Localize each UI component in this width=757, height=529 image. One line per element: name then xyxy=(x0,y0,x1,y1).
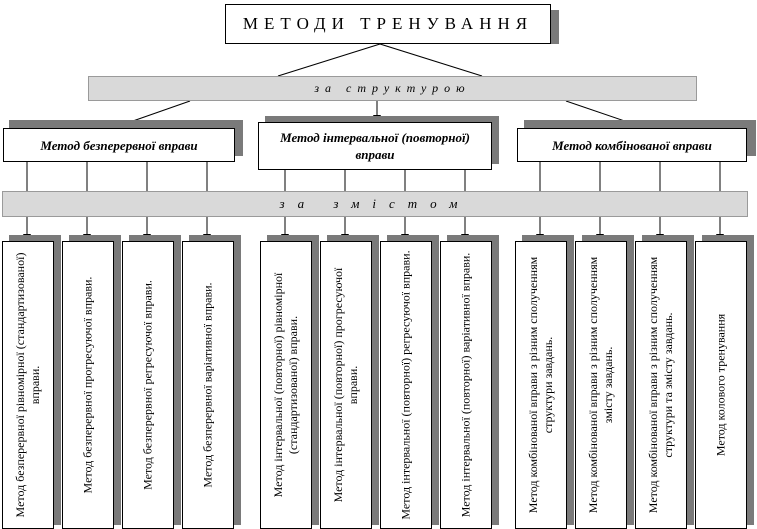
leaf-label: Метод безперервної регресуючої вправи. xyxy=(140,280,155,490)
leaf-label: Метод колового тренування xyxy=(713,313,728,457)
leaf-label: Метод інтервальної (повторної) прогресуючої вправи. xyxy=(331,267,360,503)
leaf-label: Метод комбінованої вправи з різним сполученням змісту завдань. xyxy=(586,256,615,514)
method-interval: Метод інтервальної (повторної) вправи xyxy=(258,122,492,170)
leaf-interval-progressive xyxy=(320,241,372,529)
leaf-continuous-regressive xyxy=(122,241,174,529)
method-combined: Метод комбінованої вправи xyxy=(517,128,747,162)
leaf-label: Метод комбінованої вправи з різним сполученням структури завдань. xyxy=(526,256,555,514)
leaf-circuit-training xyxy=(695,241,747,529)
structure-band xyxy=(88,76,697,101)
leaf-continuous-progressive xyxy=(62,241,114,529)
leaf-combined-content xyxy=(575,241,627,529)
method-continuous: Метод безперервної вправи xyxy=(3,128,235,162)
content-band xyxy=(2,191,748,217)
leaf-interval-variative xyxy=(440,241,492,529)
leaf-label: Метод комбінованої вправи з різним сполученням структури та змісту завдань. xyxy=(646,256,675,514)
leaf-combined-structure xyxy=(515,241,567,529)
leaf-combined-structure-content xyxy=(635,241,687,529)
leaf-label: Метод інтервальної (повторної) рівномірної (стандартизованої) вправи. xyxy=(271,272,300,498)
leaf-label: Метод безперервної прогресуючої вправи. xyxy=(80,276,95,494)
leaf-label: Метод безперервної рівномірної (стандартизованої) вправи. xyxy=(13,252,42,518)
leaf-label: Метод інтервальної (повторної) регресуючої вправи. xyxy=(398,250,413,520)
leaf-continuous-variative xyxy=(182,241,234,529)
leaf-interval-regressive xyxy=(380,241,432,529)
leaf-interval-uniform xyxy=(260,241,312,529)
content-band-label: за змістом xyxy=(279,196,471,211)
leaf-label: Метод безперервної варіативної вправи. xyxy=(200,282,215,488)
diagram-title: МЕТОДИ ТРЕНУВАННЯ xyxy=(225,4,551,44)
leaf-label: Метод інтервальної (повторної) варіативної вправи. xyxy=(458,252,473,518)
structure-band-label: за структурою xyxy=(314,81,471,95)
leaf-continuous-uniform xyxy=(2,241,54,529)
